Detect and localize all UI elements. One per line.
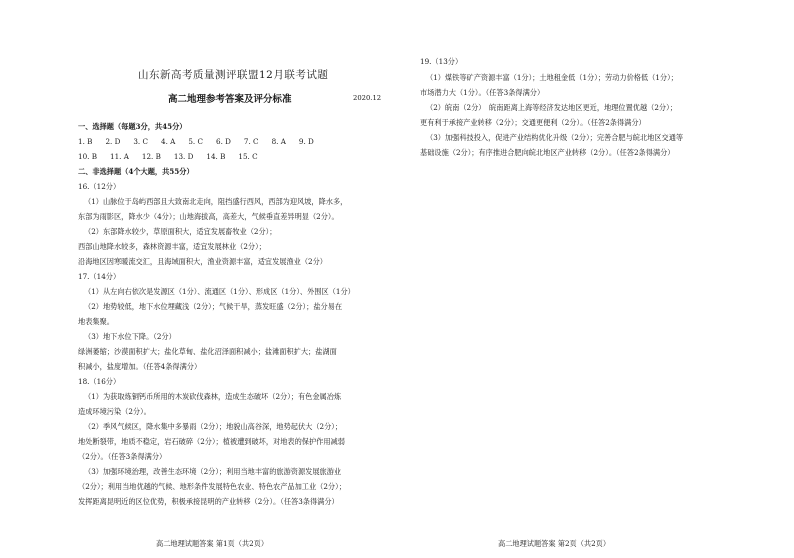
question-18-heading: 18.（16分）	[78, 377, 121, 386]
choice-answer: 2. D	[105, 137, 121, 146]
answer-line: （1）从左向右依次是发源区（1分）、流通区（1分）、形成区（1分）、外围区（1分）	[84, 287, 355, 296]
answer-line: （3）加强环境治理，改善生态环境（2分）；利用当地丰富的旅游资源发展旅游业	[84, 467, 342, 476]
choice-answer: 13. D	[173, 152, 194, 161]
choice-answers-row-2	[78, 153, 271, 160]
choice-answer: 14. B	[206, 152, 226, 161]
question-16-heading: 16.（12分）	[78, 182, 121, 191]
answer-line: 沿海地区因寒暖流交汇，且海域面积大，渔业资源丰富，适宜发展渔业（2分）	[78, 257, 327, 266]
answer-line: （1）煤铁等矿产资源丰富（1分）；土地租金低（1分）；劳动力价格低（1分）；	[426, 73, 678, 82]
choice-answer: 4. A	[161, 137, 176, 146]
answer-line: （2分）。（任答3条得满分）	[78, 452, 167, 461]
answer-line: 西部山地降水较多，森林资源丰富，适宜发展林业（2分）；	[78, 242, 266, 251]
choice-answer: 9. D	[298, 137, 314, 146]
section-heading-open: 二、非选择题（4个大题，共55分）	[78, 167, 194, 176]
exam-title: 山东新高考质量测评联盟12月联考试题	[138, 69, 329, 81]
choice-answer: 3. C	[133, 137, 148, 146]
question-17-heading: 17.（14分）	[78, 272, 121, 281]
choice-answer: 11. A	[110, 152, 129, 161]
answer-line: （1）山脉位于岛屿西部且大致南北走向，阻挡盛行西风，西部为迎风坡，降水多，	[84, 197, 348, 206]
choice-answer: 12. B	[141, 152, 161, 161]
exam-date: 2020.12	[353, 94, 382, 102]
answer-line: （3）加强科技投入，促进产业结构优化升级（2分）；完善合肥与皖北地区交通等	[426, 133, 684, 142]
choice-answer: 10. B	[78, 152, 97, 161]
section-heading-choice: 一、选择题（每题3分，共45分）	[78, 122, 187, 131]
page-footer-2: 高二地理试题答案 第2页（共2页）	[498, 539, 611, 548]
answer-line: 地处断裂带，地质不稳定，岩石破碎（2分）；植被遭到破坏，对地表的保护作用减弱	[78, 437, 345, 446]
answer-line: 发挥距离昆明近的区位优势，积极承接昆明的产业转移（2分）。（任答3条得满分）	[78, 497, 339, 506]
answer-line: 绿洲萎缩；沙漠面积扩大；盐化草甸、盐化沼泽面积减小；盐滩面积扩大；盐湖面	[78, 347, 337, 356]
answer-line: （2）皖南（2分） 皖南距离上海等经济发达地区更近，地理位置优越（2分）；	[426, 103, 677, 112]
answer-line: 东部为雨影区，降水少（4分）；山地海拔高，高差大，气候垂直差异明显（2分）。	[78, 212, 339, 221]
answer-line: （2分）；利用当地优越的气候、地形条件发展特色农业、特色农产品加工业（2分）；	[78, 482, 346, 491]
page-footer-1: 高二地理试题答案 第1页（共2页）	[156, 539, 269, 548]
answer-line: 市场潜力大（1分）。（任答3条得满分）	[420, 88, 545, 97]
choice-answer: 5. C	[188, 137, 203, 146]
choice-answer: 8. A	[271, 137, 286, 146]
answer-line: 造成环境污染（2分）。	[78, 407, 151, 416]
question-19-heading: 19.（13分）	[420, 57, 463, 66]
answer-line: 更有利于承接产业转移（2分）；交通更便利（2分）。（任答2条得满分）	[420, 118, 646, 127]
answer-line: 积减小，盐度增加。（任答4条得满分）	[78, 362, 202, 371]
choice-answer: 7. C	[243, 137, 259, 146]
choice-answers-row-1	[78, 138, 327, 145]
answer-line: （2）季风气候区，降水集中多暴雨（2分）；地貌山高谷深，地势起伏大（2分）；	[84, 422, 343, 431]
answer-line: （3）地下水位下降。（2分）	[84, 332, 176, 341]
answer-line: 地表集聚。	[78, 317, 114, 326]
answer-line: （1）为获取炼铜钙币所用的木炭砍伐森林，造成生态破坏（2分）；有色金属冶炼	[84, 392, 342, 401]
choice-answer: 15. C	[238, 152, 258, 161]
choice-answer: 1. B	[78, 137, 93, 146]
answer-line: 基础设施（2分）；有序推进合肥向皖北地区产业转移（2分）。（任答2条得满分）	[420, 148, 675, 157]
answer-line: （2）地势较低，地下水位埋藏浅（2分）；气候干旱，蒸发旺盛（2分）；盐分易在	[84, 302, 343, 311]
choice-answer: 6. D	[216, 137, 231, 146]
answer-line: （2）东部降水较少，草原面积大，适宜发展畜牧业（2分）；	[84, 227, 277, 236]
answer-key-title: 高二地理参考答案及评分标准	[168, 94, 292, 105]
